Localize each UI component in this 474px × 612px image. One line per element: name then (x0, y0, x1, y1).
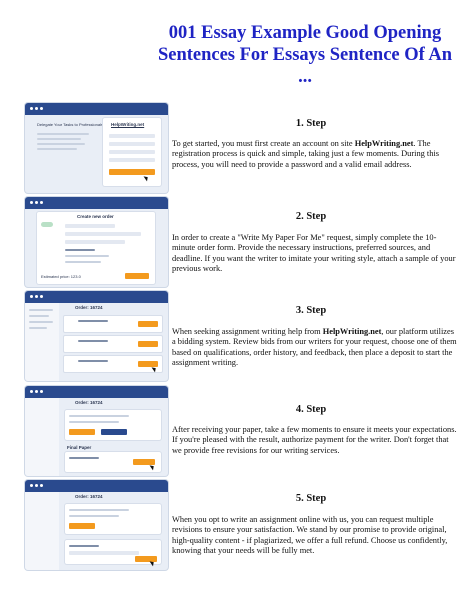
browser-bar (25, 480, 168, 492)
step-2-screenshot (25, 197, 168, 287)
step-4-screenshot (25, 386, 168, 476)
final-paper-label: Final Paper (67, 445, 92, 450)
estimated-price: Estimated price: 123.0 (41, 274, 81, 279)
revision-button[interactable] (101, 429, 127, 435)
step-1-heading: 1. Step (295, 118, 327, 129)
form-title: Create new order (77, 214, 114, 219)
step-4-heading: 4. Step (295, 404, 327, 415)
order-form (37, 212, 155, 284)
step-3-screenshot (25, 291, 168, 381)
request-revision-button[interactable] (69, 523, 95, 529)
signup-panel (103, 118, 161, 186)
step-5-screenshot (25, 480, 168, 570)
step-4-text: After receiving your paper, take a few moments to ensure it meets your expectations. If you're pleased with the result, authorize payment for the writer. Don't forget that we provide free revisions for our writing services. (172, 425, 457, 455)
step-1-text: To get started, you must first create an account on site HelpWriting.net. The registration process is quick and simple, taking just a few moments. During this process, you will need to provide a password and a valid email address. (172, 139, 440, 169)
order-number: Order: 16724 (75, 400, 103, 405)
order-number: Order: 16724 (75, 494, 103, 499)
bid-card[interactable] (63, 355, 163, 373)
next-button[interactable] (125, 273, 149, 279)
step-1-screenshot (25, 103, 168, 193)
approve-button[interactable] (69, 429, 95, 435)
browser-bar (25, 197, 168, 209)
order-number: Order: 16724 (75, 305, 103, 310)
signup-button[interactable] (109, 169, 155, 175)
step-5-heading: 5. Step (295, 493, 327, 504)
step-5-text: When you opt to write an assignment online with us, you can request multiple revisions to ensure your satisfaction. We stand by our promise to provide original, high-quality content - if plagiarized, we offer a full refund. Choose us confidently, knowing that your needs will be fully met. (172, 515, 448, 556)
site-name: HelpWriting.net (111, 122, 145, 127)
page-title: 001 Essay Example Good Opening Sentences For Essays Sentence Of An ... (157, 23, 453, 87)
bid-card[interactable] (63, 335, 163, 353)
step-3-text: When seeking assignment writing help from HelpWriting.net, our platform utilizes a bidding system. Review bids from our writers for your request, choose one of them based on qualifications, order history, and feedback, then place a deposit to start the assignment writing. (172, 327, 457, 368)
bid-card[interactable] (63, 315, 163, 333)
browser-bar (25, 386, 168, 398)
browser-bar (25, 291, 168, 303)
step-2-text: In order to create a "Write My Paper For Me" request, simply complete the 10-minute order form. Provide the necessary instructions, preferred sources, and deadline. If you want the writer to imitate your writing style, attach a sample of your previous work. (172, 233, 456, 274)
browser-bar (25, 103, 168, 115)
step-3-heading: 3. Step (295, 305, 327, 316)
thumb-caption: Delegate Your Tasks to Professionals (37, 122, 103, 127)
step-2-heading: 2. Step (295, 211, 327, 222)
